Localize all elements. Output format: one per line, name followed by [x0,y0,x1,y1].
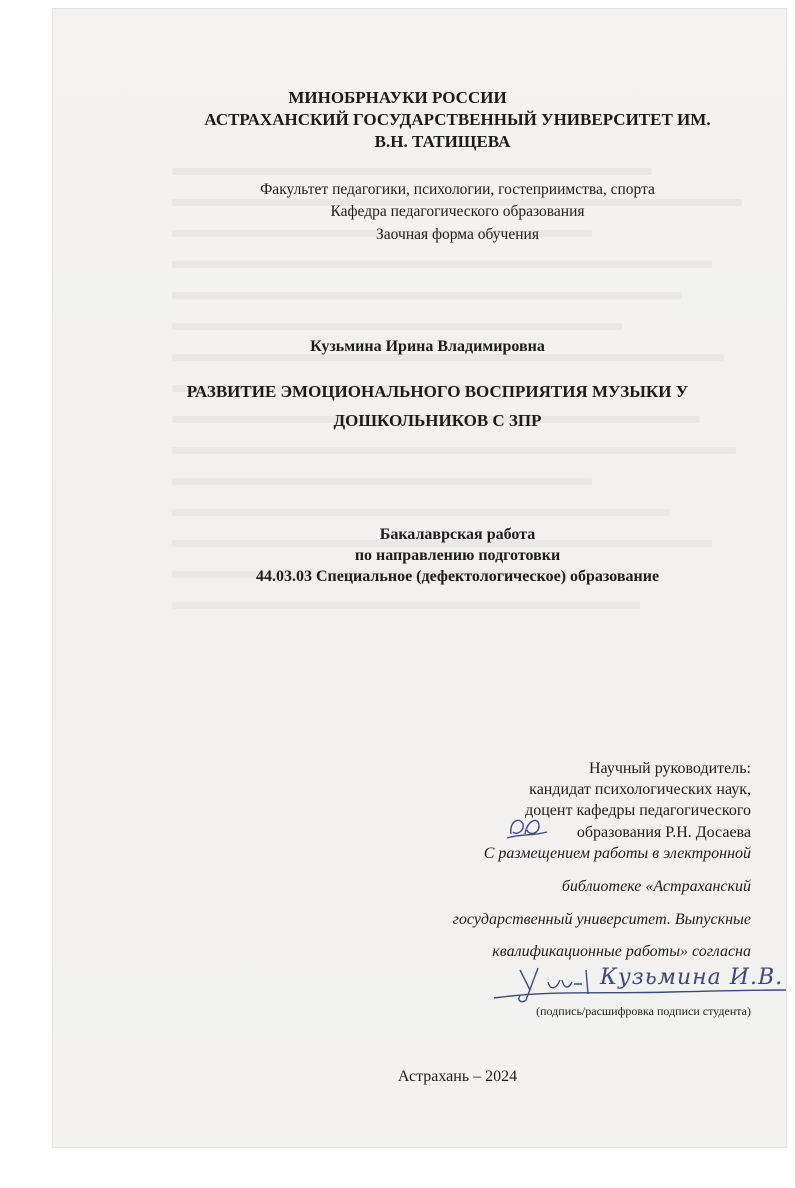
author-name: Кузьмина Ирина Владимировна [310,338,545,355]
supervisor-role: Научный руководитель: [588,760,751,777]
supervisor-degree: кандидат психологических наук, [529,781,751,798]
supervisor-signature-icon [505,812,551,842]
consent-line2: библиотеке «Астраханский [561,878,751,895]
consent-line1: С размещением работы в электронной [483,845,751,862]
signature-caption: (подпись/расшифровка подписи студента) [536,1004,751,1018]
university-heading-line2: В.Н. ТАТИЩЕВА [374,132,511,151]
work-type: Бакалаврская работа [379,526,536,543]
consent-line3: государственный университет. Выпускные [452,911,751,928]
supervisor-position: доцент кафедры педагогического [525,802,751,819]
department-name: Кафедра педагогического образования [330,203,585,220]
supervisor-name: образования Р.Н. Досаева [576,824,751,841]
ministry-heading: МИНОБРНАУКИ РОССИИ [288,88,507,107]
consent-line4: квалификационные работы» согласна [492,943,751,960]
city-year: Астрахань – 2024 [397,1068,518,1085]
work-direction: по направлению подготовки [354,547,561,564]
faculty-name: Факультет педагогики, психологии, гостеприимства, спорта [260,181,655,198]
student-signature-text: Кузьмина И.В. [600,965,784,990]
university-heading-line1: АСТРАХАНСКИЙ ГОСУДАРСТВЕННЫЙ УНИВЕРСИТЕТ ИМ. [204,110,711,129]
thesis-title-line1: РАЗВИТИЕ ЭМОЦИОНАЛЬНОГО ВОСПРИЯТИЯ МУЗЫКИ У [186,382,689,401]
bleed-through-lines [172,168,772,1068]
thesis-title-line2: ДОШКОЛЬНИКОВ С ЗПР [333,411,542,430]
work-program: 44.03.03 Специальное (дефектологическое) образование [255,568,660,585]
study-form: Заочная форма обучения [376,226,539,243]
